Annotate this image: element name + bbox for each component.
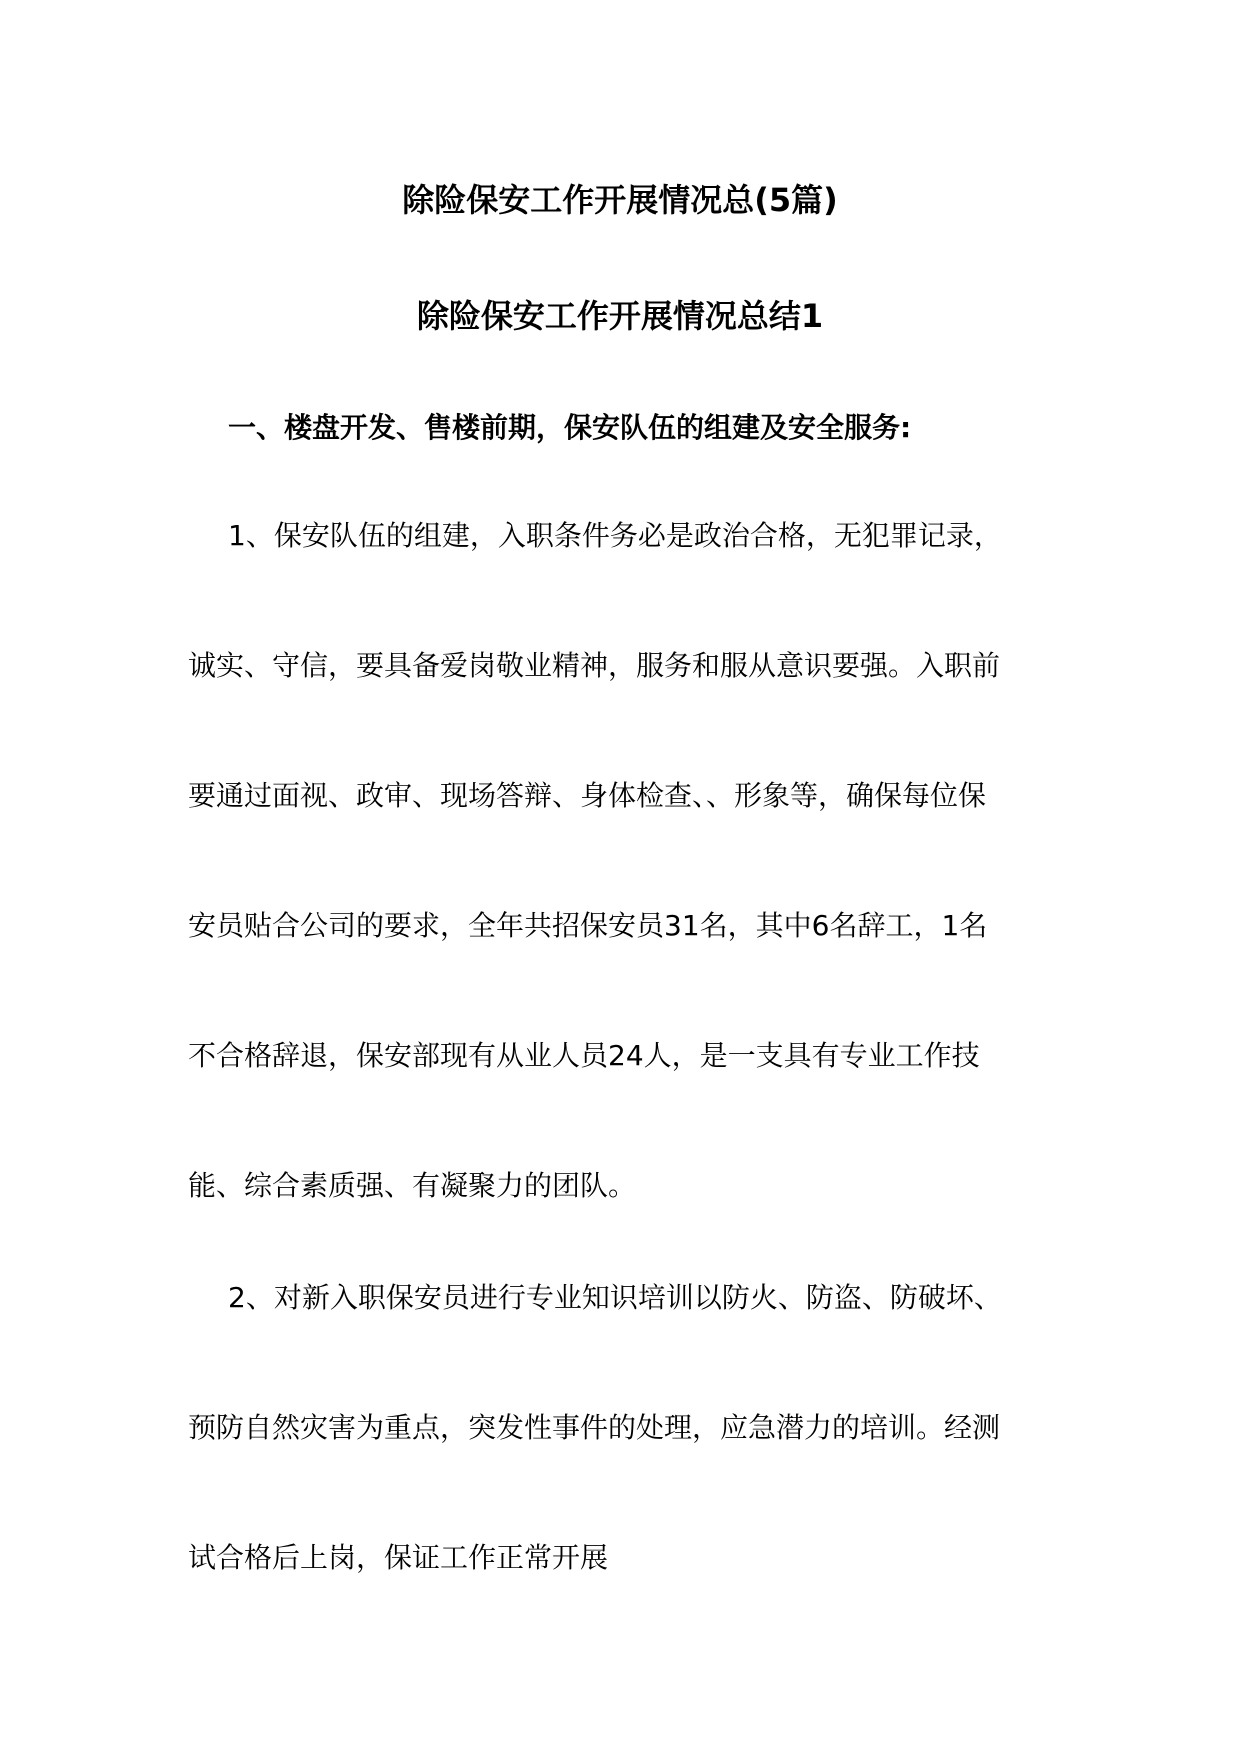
document-subtitle: 除险保安工作开展情况总结1 [416, 297, 824, 335]
paragraph-line: 要通过面视、政审、现场答辩、身体检查、、形象等，确保每位保 [188, 779, 987, 812]
paragraph-line: 诚实、守信，要具备爱岗敬业精神，服务和服从意识要强。入职前 [188, 649, 1001, 682]
paragraph-line: 预防自然灾害为重点，突发性事件的处理，应急潜力的培训。经测 [188, 1411, 1001, 1444]
paragraph-line: 2、对新入职保安员进行专业知识培训以防火、防盗、防破坏、 [228, 1281, 1002, 1314]
paragraph-line: 不合格辞退，保安部现有从业人员24人，是一支具有专业工作技 [188, 1039, 980, 1072]
paragraph-line: 安员贴合公司的要求，全年共招保安员31名，其中6名辞工，1名 [188, 909, 988, 942]
document-title: 除险保安工作开展情况总(5篇) [402, 181, 838, 219]
section-heading: 一、楼盘开发、售楼前期，保安队伍的组建及安全服务: [228, 411, 912, 444]
paragraph-line: 1、保安队伍的组建，入职条件务必是政治合格，无犯罪记录， [228, 519, 1002, 552]
paragraph-line: 能、综合素质强、有凝聚力的团队。 [188, 1169, 637, 1202]
paragraph-line: 试合格后上岗，保证工作正常开展 [188, 1541, 609, 1574]
